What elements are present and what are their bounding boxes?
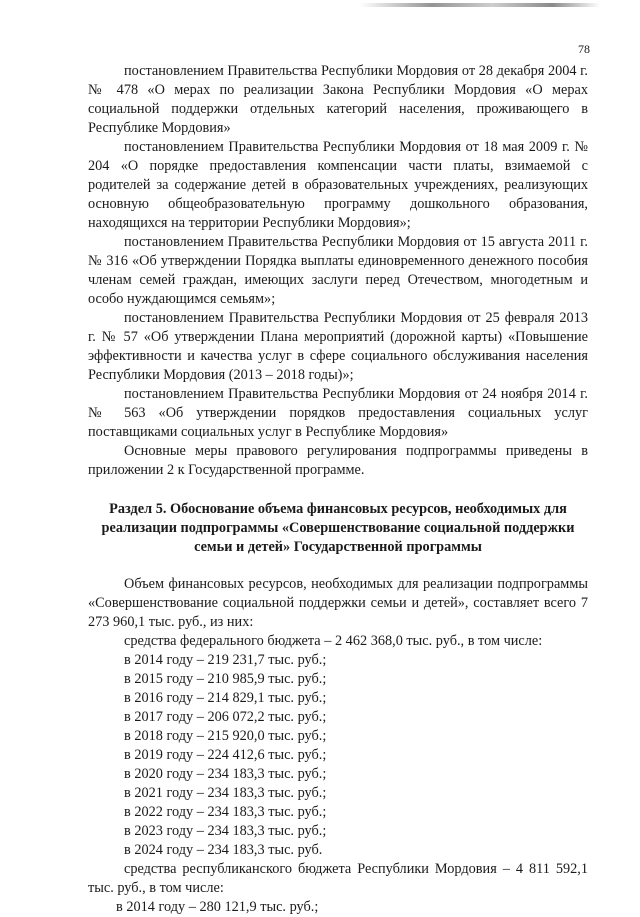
federal-budget-intro: средства федерального бюджета – 2 462 368,0 тыс. руб., в том числе: xyxy=(124,633,543,649)
volume-paragraph: Объем финансовых ресурсов, необходимых для реализации подпрограммы «Совершенствование социальной поддержки семьи и детей», составляет всего 7 273 960,1 тыс. руб., из них: xyxy=(88,576,588,630)
document-body xyxy=(88,62,588,917)
list-item: в 2020 году – 234 183,3 тыс. руб.; xyxy=(124,766,327,782)
list-item: в 2017 году – 206 072,2 тыс. руб.; xyxy=(124,709,327,725)
paragraph: постановлением Правительства Республики Мордовия от 25 февраля 2013 г. № 57 «Об утверждении Плана мероприятий (дорожной карты) «Повышение эффективности и качества услуг в сфере социального обслуживания населения Республики Мордовия (2013 – 2018 годы)»; xyxy=(88,310,588,383)
page-number: 78 xyxy=(578,42,590,56)
paragraph: постановлением Правительства Республики Мордовия от 18 мая 2009 г. № 204 «О порядке предоставления компенсации части платы, взимаемой с родителей за содержание детей в образовательных учреждениях, реализующих основную общеобразовательную программу дошкольного образования, находящихся на территории Республики Мордовия»; xyxy=(88,139,588,231)
paragraph: постановлением Правительства Республики Мордовия от 28 декабря 2004 г. № 478 «О мерах по реализации Закона Республики Мордовия «О мерах социальной поддержки отдельных категорий населения, проживающего в Республике Мордовия» xyxy=(88,63,588,136)
paragraph: Основные меры правового регулирования подпрограммы приведены в приложении 2 к Государственной программе. xyxy=(88,443,588,478)
list-item: в 2019 году – 224 412,6 тыс. руб.; xyxy=(124,747,327,763)
list-item: в 2018 году – 215 920,0 тыс. руб.; xyxy=(124,728,327,744)
republican-budget-intro: средства республиканского бюджета Республики Мордовия – 4 811 592,1 тыс. руб., в том числе: xyxy=(88,861,588,896)
paragraph: постановлением Правительства Республики Мордовия от 24 ноября 2014 г. № 563 «Об утверждении порядков предоставления социальных услуг поставщиками социальных услуг в Республике Мордовия» xyxy=(88,386,588,440)
scan-artifact xyxy=(360,3,600,7)
list-item: в 2021 году – 234 183,3 тыс. руб.; xyxy=(124,785,327,801)
paragraph: постановлением Правительства Республики Мордовия от 15 августа 2011 г. № 316 «Об утверждении Порядка выплаты единовременного денежного пособия членам семей граждан, имеющих заслуги перед Отечеством, многодетным и особо нуждающимся семьям»; xyxy=(88,234,588,307)
list-item: в 2022 году – 234 183,3 тыс. руб.; xyxy=(124,804,327,820)
federal-budget-list xyxy=(88,651,588,860)
republican-budget-list xyxy=(88,898,588,917)
list-item: в 2015 году – 210 985,9 тыс. руб.; xyxy=(124,671,327,687)
list-item: в 2024 году – 234 183,3 тыс. руб. xyxy=(124,842,323,858)
list-item: в 2023 году – 234 183,3 тыс. руб.; xyxy=(124,823,327,839)
list-item: в 2014 году – 280 121,9 тыс. руб.; xyxy=(116,899,319,915)
list-item: в 2016 году – 214 829,1 тыс. руб.; xyxy=(124,690,327,706)
section-heading: Раздел 5. Обоснование объема финансовых ресурсов, необходимых для реализации подпрограммы «Совершенствование социальной поддержки семьи и детей» Государственной программы xyxy=(101,501,575,555)
list-item: в 2014 году – 219 231,7 тыс. руб.; xyxy=(124,652,327,668)
